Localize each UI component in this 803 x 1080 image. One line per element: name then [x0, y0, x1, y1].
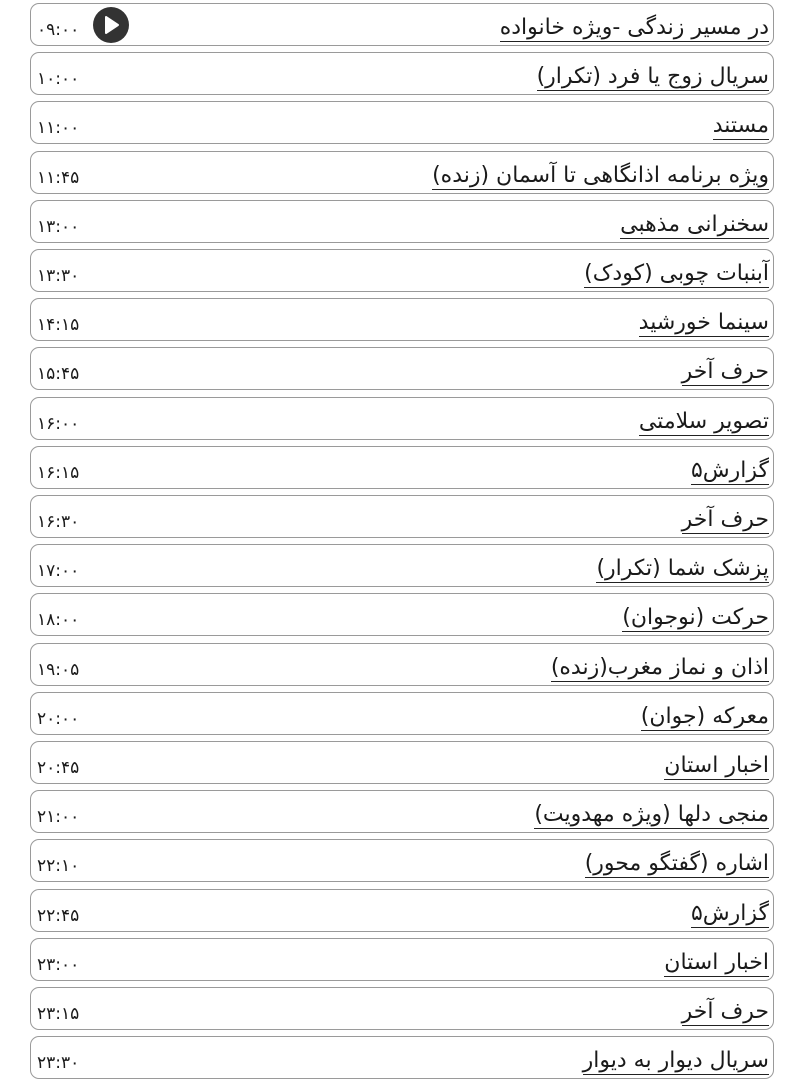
program-time: ۲۳:۳۰ — [37, 1053, 80, 1074]
schedule-row[interactable] — [30, 1036, 774, 1079]
schedule-row[interactable] — [30, 692, 774, 735]
play-button[interactable] — [93, 7, 129, 43]
schedule-row[interactable] — [30, 741, 774, 784]
program-time: ۲۳:۱۵ — [37, 1004, 80, 1024]
schedule-row[interactable] — [30, 643, 774, 686]
program-title: آبنبات چوبی (کودک) — [584, 261, 769, 286]
program-time: ۲۰:۰۰ — [37, 708, 80, 729]
program-title: در مسیر زندگی -ویژه خانواده — [499, 15, 769, 40]
program-time: ۲۲:۴۵ — [37, 905, 80, 926]
program-title: سریال زوج یا فرد (تکرار) — [536, 64, 769, 90]
schedule-row[interactable] — [30, 249, 774, 292]
schedule-row[interactable] — [30, 593, 774, 636]
program-time: ۰۹:۰۰ — [37, 20, 80, 40]
schedule-row[interactable] — [30, 298, 774, 341]
program-title: حرکت (نوجوان) — [622, 605, 769, 631]
program-title: پزشک شما (تکرار) — [596, 556, 769, 582]
schedule-row[interactable] — [30, 347, 774, 390]
program-title: سخنرانی مذهبی — [620, 211, 769, 237]
program-time: ۱۰:۰۰ — [37, 69, 80, 90]
program-time: ۲۰:۴۵ — [37, 758, 80, 778]
program-time: ۲۱:۰۰ — [37, 807, 80, 828]
program-time: ۱۴:۱۵ — [37, 315, 80, 336]
program-title: اخبار استان — [664, 949, 769, 975]
program-title: ویژه برنامه اذانگاهی تا آسمان (زنده) — [432, 162, 769, 188]
program-title: اخبار استان — [664, 753, 769, 778]
schedule-row[interactable] — [30, 987, 774, 1030]
schedule-row[interactable] — [30, 3, 774, 46]
schedule-row[interactable] — [30, 151, 774, 194]
program-time: ۱۱:۰۰ — [37, 118, 80, 139]
program-title: معرکه (جوان) — [640, 703, 769, 729]
schedule-row[interactable] — [30, 397, 774, 440]
schedule-row[interactable] — [30, 446, 774, 489]
program-time: ۱۹:۰۵ — [37, 659, 80, 680]
program-time: ۱۳:۰۰ — [37, 216, 80, 237]
program-title: حرف آخر — [681, 999, 769, 1024]
program-title: حرف آخر — [681, 507, 769, 532]
program-time: ۱۱:۴۵ — [37, 167, 80, 188]
schedule-row[interactable] — [30, 889, 774, 932]
program-title: گزارش۵ — [690, 900, 769, 926]
play-icon — [102, 15, 120, 35]
program-title: حرف آخر — [681, 359, 769, 385]
program-time: ۱۸:۰۰ — [37, 610, 80, 631]
program-time: ۱۷:۰۰ — [37, 561, 80, 582]
program-title: تصویر سلامتی — [638, 408, 769, 434]
schedule-row[interactable] — [30, 938, 774, 981]
schedule-row[interactable] — [30, 544, 774, 587]
program-time: ۲۳:۰۰ — [37, 954, 80, 975]
program-time: ۱۶:۰۰ — [37, 413, 80, 434]
program-time: ۱۶:۱۵ — [37, 462, 80, 483]
program-title: اذان و نماز مغرب(زنده) — [550, 654, 769, 680]
schedule-row[interactable] — [30, 495, 774, 538]
program-title: سینما خورشید — [638, 310, 769, 336]
program-title: اشاره (گفتگو محور) — [584, 851, 769, 877]
program-time: ۱۳:۳۰ — [37, 266, 80, 286]
schedule-row[interactable] — [30, 101, 774, 144]
program-title: گزارش۵ — [690, 457, 769, 483]
program-time: ۲۲:۱۰ — [37, 856, 80, 877]
program-time: ۱۶:۳۰ — [37, 512, 80, 532]
program-title: مستند — [712, 113, 769, 139]
schedule-row[interactable] — [30, 52, 774, 95]
schedule-row[interactable] — [30, 839, 774, 882]
schedule-row[interactable] — [30, 790, 774, 833]
program-title: سریال دیوار به دیوار — [582, 1048, 769, 1074]
program-time: ۱۵:۴۵ — [37, 364, 80, 385]
schedule-row[interactable] — [30, 200, 774, 243]
program-title: منجی دلها (ویژه مهدویت) — [534, 802, 769, 828]
